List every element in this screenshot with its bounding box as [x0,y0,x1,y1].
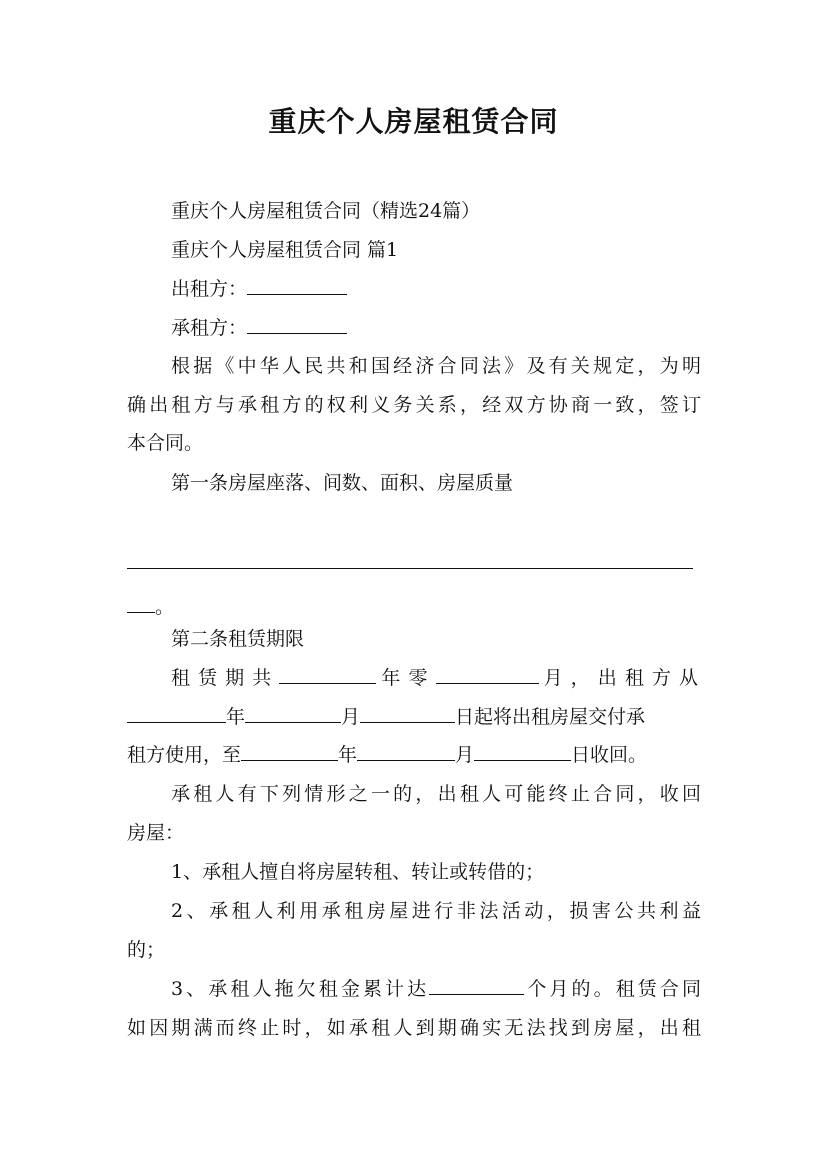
list-item: 的； [127,939,166,961]
paragraph-line: 根据《中华人民共和国经济合同法》及有关规定，为明 [171,355,701,377]
blank [429,976,524,995]
article-1-heading: 第一条房屋座落、间数、面积、房屋质量 [171,472,514,494]
paragraph-line: 房屋： [127,822,185,844]
list-item: 3、承租人拖欠租金累计达 个月的。租赁合同 [171,978,701,1000]
section-heading: 重庆个人房屋租赁合同 篇1 [171,239,399,261]
paragraph-line: 确出租方与承租方的权利义务关系，经双方协商一致，签订 [127,394,701,416]
lessor-blank [247,276,347,295]
blank [127,704,226,723]
paragraph-line: 如因期满而终止时，如承租人到期确实无法找到房屋，出租 [127,1017,701,1039]
list-item: 1、承租人擅自将房屋转租、转让或转借的； [171,861,545,883]
blank [474,742,571,761]
list-item: 2、承租人利用承租房屋进行非法活动，损害公共利益 [171,900,701,922]
blank [357,742,455,761]
blank [279,665,376,684]
lessee-line: 承租方： [127,313,701,343]
paragraph-line: 。 [127,592,701,622]
lessee-blank [247,315,347,334]
paragraph-line: 承租人有下列情形之一的，出租人可能终止合同，收回 [171,783,701,805]
subtitle-line: 重庆个人房屋租赁合同（精选24篇） [171,200,481,222]
document-title: 重庆个人房屋租赁合同 [268,105,559,138]
long-blank-line [127,568,693,569]
blank [436,665,539,684]
short-blank [127,594,155,613]
blank [360,704,455,723]
article-2-heading: 第二条租赁期限 [171,628,305,650]
paragraph-line: 本合同。 [127,432,204,454]
lessor-line: 出租方： [127,274,701,304]
term-line: 租赁期共 年零 月，出租方从 [171,667,701,689]
blank [241,742,338,761]
term-line: 租方使用，至 年 月 日收回。 [127,744,648,766]
blank [245,704,341,723]
term-line: 年 月 日起将出租房屋交付承 [127,702,701,732]
